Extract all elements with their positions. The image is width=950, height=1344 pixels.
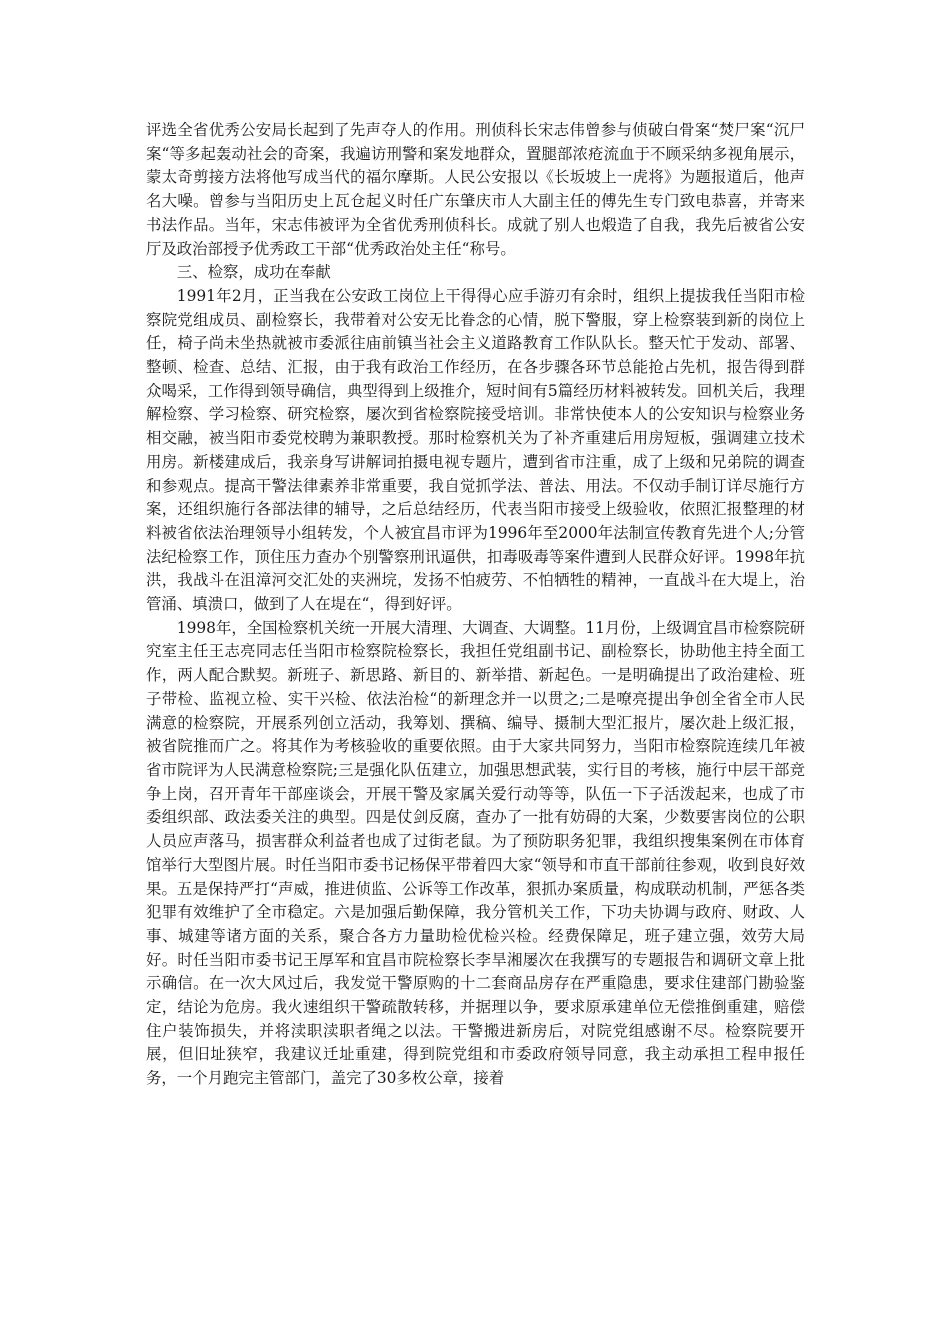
section-heading: 三、检察，成功在奉献 bbox=[176, 263, 331, 282]
paragraph-2: 1991年2月，正当我在公安政工岗位上干得得心应手游刃有余时，组织上提拔我任当阳市检察院党组成员、副检察长，我带着对公安无比眷念的心情，脱下警服，穿上检察装到新的岗位上任，椅子尚未坐热就被市委派往庙前镇当社会主义道路教育工作队队长。整天忙于发动、部署、整顿、检查、总结、汇报，由于我有政治工作经历，在各步骤各环节总能抢占先机，报告得到群众喝采，工作得到领导确信，典型得到上级推介，短时间有5篇经历材料被转发。回机关后，我理解检察、学习检察、研究检察，屡次到省检察院接受培训。非常快使本人的公安知识与检察业务相交融，被当阳市委党校聘为兼职教授。那时检察机关为了补齐重建后用房短板，强调建立技术用房。新楼建成后，我亲身写讲解词拍摄电视专题片，遭到省市注重，成了上级和兄弟院的调查和参观点。提高干警法律素养非常重要，我自觉抓学法、普法、用法。不仅动手制订详尽施行方案，还组织施行各部法律的辅导，之后总结经历，代表当阳市接受上级验收，依照汇报整理的材料被省依法治理领导小组转发，个人被宜昌市评为1996年至2000年法制宣传教育先进个人;分管法纪检察工作，顶住压力查办个别警察刑讯逼供，扣毒吸毒等案件遭到人民群众好评。1998年抗洪，我战斗在沮漳河交汇处的夹洲垸，发扬不怕疲劳、不怕牺牲的精神，一直战斗在大堤上，治管涌、填溃口，做到了人在堤在“，得到好评。 bbox=[146, 286, 805, 614]
paragraph-3: 1998年，全国检察机关统一开展大清理、大调查、大调整。11月份，上级调宜昌市检察院研究室主任王志亮同志任当阳市检察院检察长，我担任党组副书记、副检察长，协助他主持全面工作，两人配合默契。新班子、新思路、新目的、新举措、新起色。一是明确提出了政治建检、班子带检、监视立检、实干兴检、依法治检“的新理念并一以贯之;二是嘹亮提出争创全省全市人民满意的检察院，开展系列创立活动，我筹划、撰稿、编导、摄制大型汇报片，屡次赴上级汇报，被省院推而广之。将其作为考核验收的重要依照。由于大家共同努力，当阳市检察院连续几年被省市院评为人民满意检察院;三是强化队伍建立，加强思想武装，实行目的考核，施行中层干部竞争上岗，召开青年干部座谈会，开展干警及家属关爱行动等等，队伍一下子活泼起来，也成了市委组织部、政法委关注的典型。四是仗剑反腐，查办了一批有妨碍的大案，少数要害岗位的公职人员应声落马，损害群众利益者也成了过街老鼠。为了预防职务犯罪，我组织搜集案例在市体育馆举行大型图片展。时任当阳市委书记杨保平带着四大家“领导和市直干部前往参观，收到良好效果。五是保持严打“声威，推进侦监、公诉等工作改革，狠抓办案质量，构成联动机制，严惩各类犯罪有效维护了全市稳定。六是加强后勤保障，我分管机关工作，下功夫协调与政府、财政、人事、城建等诸方面的关系，聚合各方力量助检优检兴检。经费保障足，班子建立强，效劳大局好。时任当阳市委书记王厚军和宜昌市院检察长李旱湘屡次在我撰写的专题报告和调研文章上批示确信。在一次大风过后，我发觉干警原购的十二套商品房存在严重隐患，要求住建部门勘验鉴定，结论为危房。我火速组织干警疏散转移，并据理以争，要求原承建单位无偿推倒重建，赔偿住户装饰损失，并将渎职渎职者绳之以法。干警搬进新房后，对院党组感谢不尽。检察院要开展，但旧址狭窄，我建议迁址重建，得到院党组和市委政府领导同意，我主动承担工程申报任务，一个月跑完主管部门，盖完了30多枚公章，接着 bbox=[146, 618, 806, 1088]
document-page bbox=[146, 119, 805, 1091]
paragraph-1: 评选全省优秀公安局长起到了先声夺人的作用。刑侦科长宋志伟曾参与侦破白骨案“焚尸案“沉尸案“等多起轰动社会的奇案，我遍访刑警和案发地群众，置腿部浓疮流血于不顾采纳多视角展示，蒙太奇剪接方法将他写成当代的福尔摩斯。人民公安报以《长坂坡上一虎将》为题报道后，他声名大噪。曾参与当阳历史上瓦仓起义时任广东肇庆市人大副主任的傅先生专门致电恭喜，并寄来书法作品。当年，宋志伟被评为全省优秀刑侦科长。成就了别人也煅造了自我，我先后被省公安厅及政治部授予优秀政工干部“优秀政治处主任“称号。 bbox=[146, 121, 805, 258]
